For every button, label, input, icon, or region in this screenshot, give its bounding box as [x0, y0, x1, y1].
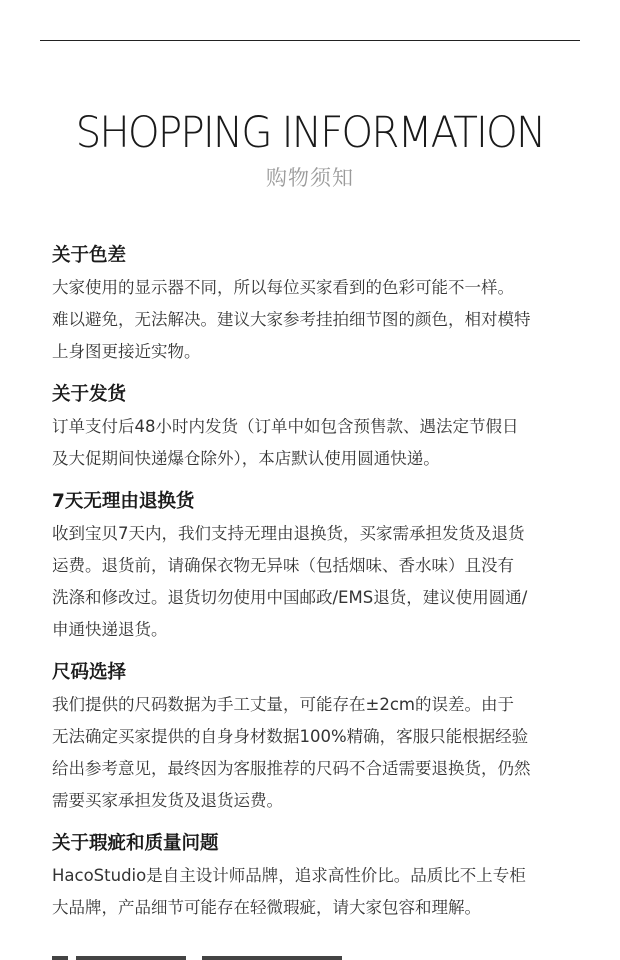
section-returns: [52, 486, 582, 646]
section-body: 收到宝贝7天内，我们支持无理由退换货，买家需承担发货及退货 运费。退货前，请确保衣物无异味（包括烟味、香水味）且没有 洗涤和修改过。退货切勿使用中国邮政/EMS退货，建议使用圆通/ 申通快递退货。: [52, 524, 528, 639]
page-header: [0, 106, 620, 192]
section-title: 关于瑕疵和质量问题: [52, 833, 219, 854]
page-title-chinese: 购物须知: [266, 166, 354, 190]
section-body: 大家使用的显示器不同，所以每位买家看到的色彩可能不一样。 难以避免，无法解决。建议大家参考挂拍细节图的颜色，相对模特 上身图更接近实物。: [52, 278, 531, 361]
section-title: 7天无理由退换货: [52, 491, 195, 512]
section-shipping: [52, 379, 582, 475]
section-title: 关于发货: [52, 384, 127, 405]
cut-off-next-section: [52, 950, 342, 960]
section-title: 尺码选择: [52, 662, 127, 683]
section-size-selection: [52, 657, 582, 817]
section-body: 订单支付后48小时内发货（订单中如包含预售款、遇法定节假日 及大促期间快递爆仓除外），本店默认使用圆通快递。: [52, 417, 519, 468]
page-title-english: SHOPPING INFORMATION: [75, 108, 545, 158]
section-title: 关于色差: [52, 245, 127, 266]
section-body: 我们提供的尺码数据为手工丈量，可能存在±2cm的误差。由于 无法确定买家提供的自身身材数据100%精确，客服只能根据经验 给出参考意见，最终因为客服推荐的尺码不合适需要退换货，仍然 需要买家承担发货及退货运费。: [52, 695, 531, 810]
top-divider-line: [40, 40, 580, 41]
shopping-info-content: [52, 240, 582, 935]
section-body: HacoStudio是自主设计师品牌，追求高性价比。品质比不上专柜 大品牌，产品细节可能存在轻微瑕疵，请大家包容和理解。: [52, 866, 526, 917]
section-defects-quality: [52, 828, 582, 924]
section-color-difference: [52, 240, 582, 368]
